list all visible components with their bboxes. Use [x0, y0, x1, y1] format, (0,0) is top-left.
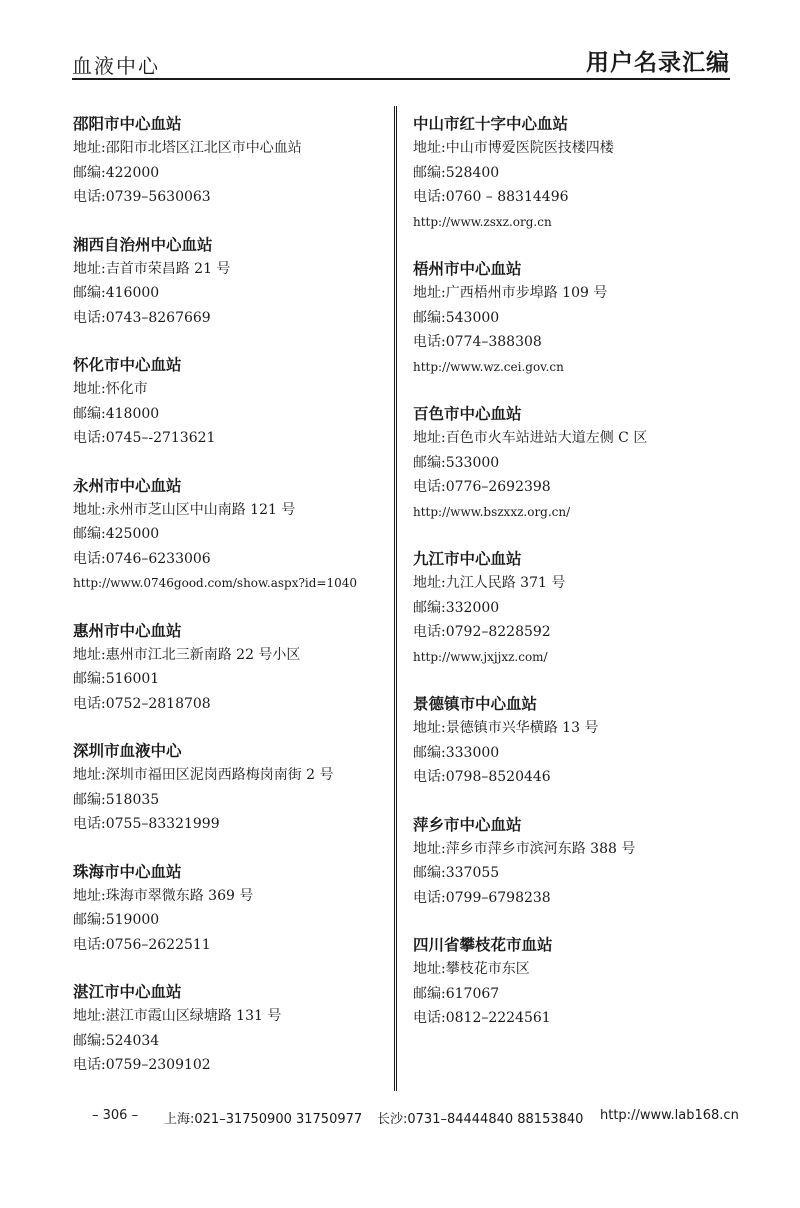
- right-column: [413, 112, 733, 1031]
- entry-url[interactable]: http://www.zsxz.org.cn: [413, 214, 552, 229]
- entry-postcode: 邮编:425000: [73, 526, 160, 542]
- entry-name: 九江市中心血站: [413, 550, 522, 568]
- entry-phone: 电话:0752–2818708: [73, 695, 211, 712]
- entry-address: 地址:怀化市: [73, 381, 148, 397]
- directory-entry: [73, 739, 385, 837]
- entry-postcode: 邮编:416000: [73, 285, 160, 301]
- entry-phone: 电话:0799–6798238: [413, 889, 551, 906]
- entry-postcode: 邮编:524034: [73, 1032, 160, 1049]
- entry-name: 四川省攀枝花市血站: [413, 936, 553, 954]
- page-header: [72, 44, 730, 78]
- entry-phone: 电话:0774–388308: [413, 334, 542, 350]
- header-section-title: 血液中心: [72, 54, 160, 78]
- entry-name: 湘西自治州中心血站: [73, 235, 213, 254]
- entry-phone: 电话:0755–83321999: [73, 816, 220, 832]
- entry-postcode: 邮编:332000: [413, 599, 500, 616]
- entry-postcode: 邮编:528400: [413, 164, 500, 181]
- entry-name: 邵阳市中心血站: [73, 115, 182, 133]
- entry-name: 永州市中心血站: [73, 476, 182, 495]
- footer-website: http://www.lab168.cn: [600, 1108, 739, 1123]
- directory-entry: [413, 257, 733, 379]
- entry-name: 惠州市中心血站: [73, 621, 182, 640]
- entry-name: 怀化市中心血站: [73, 356, 182, 374]
- entry-address: 地址:景德镇市兴华横路 13 号: [413, 720, 599, 736]
- left-column: [73, 112, 385, 1078]
- entry-address: 地址:深圳市福田区泥岗西路梅岗南街 2 号: [73, 767, 334, 783]
- entry-name: 中山市红十字中心血站: [413, 115, 569, 133]
- entry-address: 地址:萍乡市萍乡市滨河东路 388 号: [413, 840, 636, 857]
- entry-postcode: 邮编:418000: [73, 405, 160, 422]
- entry-url[interactable]: http://www.jxjjxz.com/: [413, 649, 548, 664]
- entry-url[interactable]: http://www.wz.cei.gov.cn: [413, 359, 564, 374]
- entry-address: 地址:珠海市翠微东路 369 号: [73, 887, 254, 904]
- entry-postcode: 邮编:516001: [73, 671, 160, 687]
- entry-name: 梧州市中心血站: [413, 260, 522, 278]
- entry-phone: 电话:0746–6233006: [73, 550, 211, 567]
- entry-phone: 电话:0739–5630063: [73, 189, 211, 205]
- entry-name: 湛江市中心血站: [73, 983, 182, 1001]
- entry-postcode: 邮编:337055: [413, 865, 500, 881]
- directory-entry: [73, 619, 385, 717]
- column-divider: [394, 106, 397, 1091]
- entry-postcode: 邮编:543000: [413, 309, 500, 326]
- directory-entry: [73, 474, 385, 596]
- footer-changsha-phone: 长沙:0731–84444840 88153840: [377, 1112, 584, 1127]
- entry-name: 景德镇市中心血站: [413, 695, 538, 713]
- entry-name: 珠海市中心血站: [73, 862, 182, 881]
- entry-phone: 电话:0756–2622511: [73, 936, 211, 953]
- directory-entry: [73, 860, 385, 958]
- entry-address: 地址:中山市博爱医院医技楼四楼: [413, 140, 614, 156]
- entry-postcode: 邮编:519000: [73, 912, 160, 928]
- header-book-title: 用户名录汇编: [586, 50, 730, 76]
- entry-phone: 电话:0745–-2713621: [73, 430, 216, 446]
- entry-address: 地址:邵阳市北塔区江北区市中心血站: [73, 140, 302, 156]
- directory-entry: [73, 980, 385, 1078]
- entry-postcode: 邮编:422000: [73, 164, 160, 181]
- entry-phone: 电话:0792–8228592: [413, 624, 551, 640]
- entry-phone: 电话:0760 – 88314496: [413, 189, 569, 205]
- entry-address: 地址:永州市芝山区中山南路 121 号: [73, 501, 296, 518]
- entry-phone: 电话:0776–2692398: [413, 479, 551, 495]
- entry-address: 地址:攀枝花市东区: [413, 961, 530, 977]
- entry-phone: 电话:0743–8267669: [73, 309, 211, 326]
- directory-entry: [413, 933, 733, 1031]
- directory-entry: [413, 402, 733, 524]
- entry-postcode: 邮编:617067: [413, 985, 500, 1002]
- directory-entry: [413, 112, 733, 234]
- entry-postcode: 邮编:533000: [413, 454, 500, 471]
- directory-entry: [73, 353, 385, 451]
- directory-entry: [413, 547, 733, 669]
- entry-phone: 电话:0798–8520446: [413, 769, 551, 785]
- entry-phone: 电话:0759–2309102: [73, 1057, 211, 1073]
- directory-entry: [73, 233, 385, 331]
- directory-entry: [73, 112, 385, 210]
- entry-name: 萍乡市中心血站: [413, 815, 522, 834]
- entry-name: 百色市中心血站: [413, 405, 522, 423]
- entry-address: 地址:广西梧州市步埠路 109 号: [413, 285, 608, 301]
- entry-name: 深圳市血液中心: [73, 742, 182, 760]
- entry-postcode: 邮编:333000: [413, 744, 500, 761]
- entry-address: 地址:吉首市荣昌路 21 号: [73, 260, 231, 277]
- entry-address: 地址:惠州市江北三新南路 22 号小区: [73, 646, 301, 663]
- entry-url[interactable]: http://www.0746good.com/show.aspx?id=1040: [73, 576, 358, 590]
- entry-phone: 电话:0812–2224561: [413, 1010, 551, 1026]
- entry-postcode: 邮编:518035: [73, 791, 160, 808]
- directory-entry: [413, 813, 733, 911]
- entry-address: 地址:湛江市霞山区绿塘路 131 号: [73, 1008, 282, 1024]
- page-number: – 306 –: [92, 1108, 139, 1123]
- header-rule: [72, 78, 730, 80]
- entry-address: 地址:百色市火车站进站大道左侧 C 区: [413, 430, 648, 446]
- entry-url[interactable]: http://www.bszxxz.org.cn/: [413, 504, 571, 519]
- page-footer: [92, 1108, 739, 1132]
- footer-shanghai-phone: 上海:021–31750900 31750977: [164, 1112, 363, 1127]
- directory-entry: [413, 692, 733, 790]
- entry-address: 地址:九江人民路 371 号: [413, 575, 566, 591]
